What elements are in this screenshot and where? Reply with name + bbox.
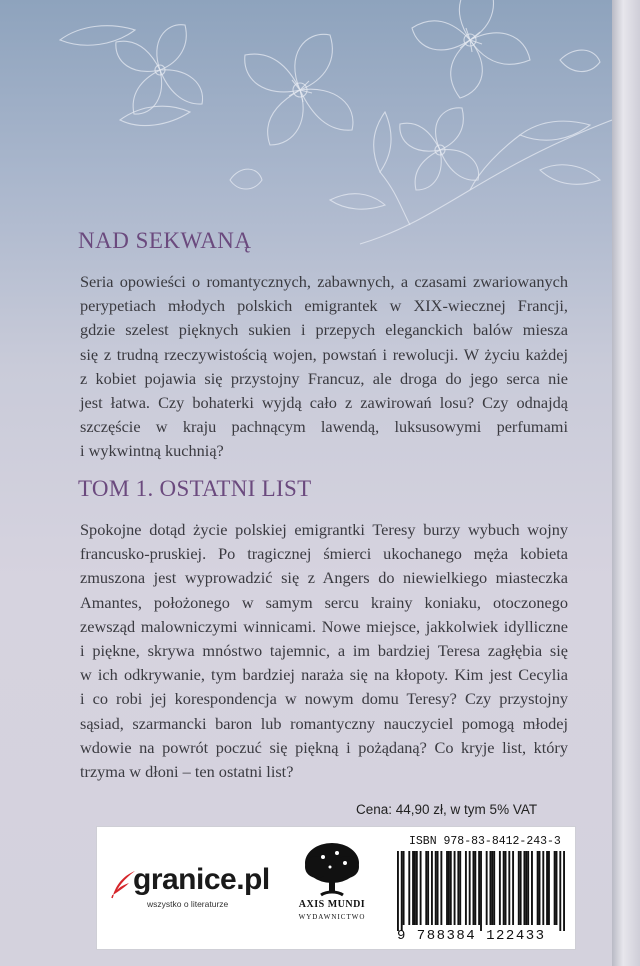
- text-line: w ich odkrywanie, tym bardziej naraża się na kłopoty. Kim jest Cecylia: [80, 665, 568, 685]
- text-line: gdzie szelest pięknych sukien i przepych eleganckich balów miesza: [80, 320, 568, 340]
- volume-description: [80, 518, 568, 784]
- barcode-number: 9 788384 122433: [397, 928, 546, 944]
- text-line: zmuszona jest wyprowadzić się z Angers do niewielkiego miasteczka: [80, 568, 568, 588]
- page-edge: [612, 0, 640, 966]
- text-line: wdowie na powrót poczuć się piękną i pożądaną? Co kryje list, który: [80, 737, 568, 757]
- series-description: [80, 270, 568, 464]
- tree-icon: [303, 841, 361, 897]
- publisher-box: [96, 826, 576, 950]
- axis-mundi-subtitle: WYDAWNICTWO: [298, 913, 366, 921]
- granice-tagline: wszystko o literaturze: [147, 899, 229, 909]
- granice-logo: [111, 857, 271, 913]
- floral-illustration: [0, 0, 612, 260]
- text-line: Amantes, położonego w samym sercu krainy koniaku, otoczonego: [80, 592, 568, 612]
- series-title: NAD SEKWANĄ: [78, 228, 252, 253]
- barcode: [397, 851, 565, 931]
- text-line: Seria opowieści o romantycznych, zabawnych, a czasami zwariowanych: [80, 272, 568, 291]
- price-label: Cena: 44,90 zł, w tym 5% VAT: [356, 802, 538, 817]
- text-line: trzyma w dłoni – ten ostatni list?: [80, 762, 294, 782]
- volume-title: TOM 1. OSTATNI LIST: [78, 476, 312, 501]
- text-line: i co robi jej korespondencja w nowym domu Teresy? Czy przystojny: [80, 689, 568, 709]
- text-line: szczęście w kraju pachnącym lawendą, luksusowymi perfumami: [80, 417, 568, 437]
- text-line: sąsiad, szarmancki baron lub romantyczny nauczyciel pomogą młodej: [80, 713, 568, 733]
- text-line: i wykwintną kuchnią?: [80, 441, 224, 461]
- text-line: Spokojne dotąd życie polskiej emigrantki Teresy burzy wybuch wojny: [80, 520, 568, 539]
- text-line: jest łatwa. Czy bohaterki wyjdą cało z zawirowań losu? Czy odnajdą: [80, 393, 568, 413]
- axis-mundi-logo: [297, 841, 367, 937]
- text-line: francusko-pruskiej. Po tragicznej śmierci ukochanego męża kobieta: [80, 544, 568, 564]
- text-line: z kobiet pojawia się przystojny Francuz, ale droga do jego serca nie: [80, 368, 568, 388]
- text-line: się z trudną rzeczywistością wojen, powstań i rewolucji. W życiu każdej: [80, 344, 568, 364]
- granice-name: granice.pl: [133, 863, 270, 896]
- isbn-label: ISBN 978-83-8412-243-3: [409, 835, 561, 848]
- text-line: zewsząd malowniczymi winnicami. Nowe miejsce, jakkolwiek idylliczne: [80, 616, 568, 636]
- axis-mundi-name: AXIS MUNDI: [298, 899, 366, 910]
- text-line: perypetiach młodych polskich emigrantek w XIX-wiecznej Francji,: [80, 296, 568, 316]
- text-line: i piękne, skrywa mnóstwo tajemnic, a im bardziej Teresa zagłębia się: [80, 641, 568, 661]
